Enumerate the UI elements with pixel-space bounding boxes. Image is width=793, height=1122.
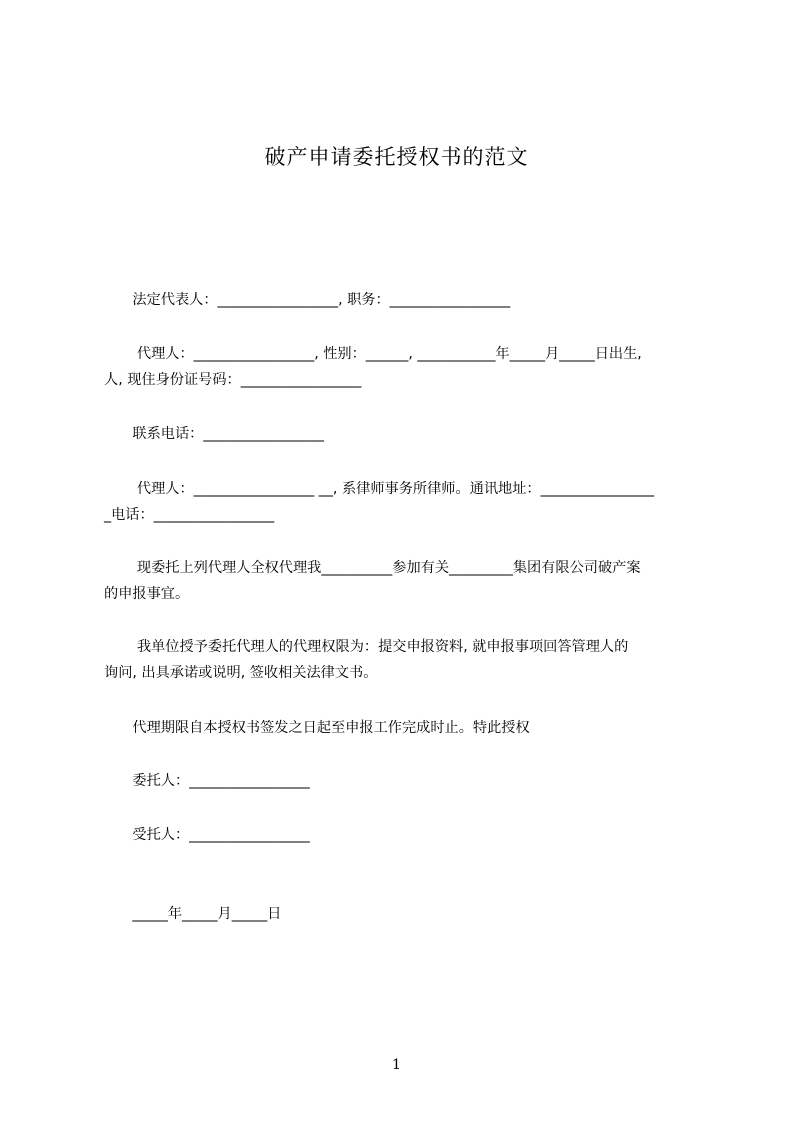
principal-signature-line: 委托人：_________________: [104, 773, 310, 789]
page-number: 1: [392, 1057, 401, 1073]
second-agent-line-1: 代理人：_________________ __, 系律师事务所律师。通讯地址：________________: [104, 481, 655, 497]
date-line: _____年_____月_____日: [104, 906, 282, 922]
second-agent-line-2: _电话：_________________: [104, 507, 275, 523]
authority-line-2: 询问, 出具承诺或说明, 签收相关法律文书。: [104, 665, 378, 681]
document-title: 破产申请委托授权书的范文: [264, 145, 529, 169]
legal-representative-line: 法定代表人：_________________, 职务：_________________: [104, 292, 511, 308]
term-line: 代理期限自本授权书签发之日起至申报工作完成时止。特此授权: [104, 720, 530, 736]
trustee-signature-line: 受托人：_________________: [104, 827, 310, 843]
entrustment-line-1: 现委托上列代理人全权代理我__________参加有关_________集团有限公司破产案: [104, 560, 641, 576]
agent-info-line-1: 代理人：_________________, 性别：______, ___________年_____月_____日出生,: [104, 346, 642, 362]
agent-info-line-2: 人, 现住身份证号码：_________________: [104, 372, 362, 388]
authority-line-1: 我单位授予委托代理人的代理权限为：提交申报资料, 就申报事项回答管理人的: [104, 639, 629, 655]
contact-phone-line: 联系电话：_________________: [104, 426, 324, 442]
entrustment-line-2: 的申报事宜。: [104, 586, 190, 602]
